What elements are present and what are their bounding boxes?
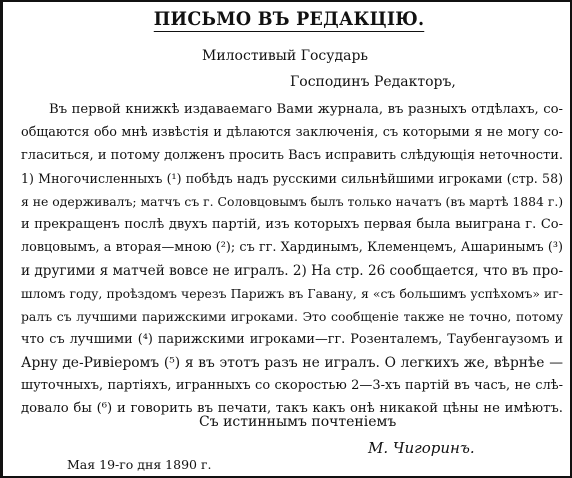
body-line: ралъ съ лучшими парижскими игроками. Это сообщеніе также не точно, потому bbox=[21, 309, 563, 324]
body-line: что съ лучшими (⁴) парижскими игроками—гг. Розенталемъ, Таубенгаузомъ и bbox=[21, 332, 563, 347]
body-line: шломъ году, проѣздомъ черезъ Парижъ въ Гавану, я «съ большимъ успѣхомъ» иг- bbox=[21, 286, 563, 301]
letter-date: Мая 19-го дня 1890 г. bbox=[67, 457, 212, 472]
body-line: шуточныхъ, партіяхъ, игранныхъ со скоростью 2—3-хъ партій въ часъ, не слѣ- bbox=[21, 378, 563, 393]
body-line: Арну де-Ривіеромъ (⁵) я въ этотъ разъ не игралъ. О легкихъ же, вѣрнѣе — bbox=[21, 355, 563, 371]
body-line: довало бы (⁶) и говорить въ печати, такъ какъ онѣ никакой цѣны не имѣютъ. bbox=[21, 401, 563, 416]
body-line: я не одерживалъ; матчъ съ г. Соловцовымъ былъ только начатъ (въ мартѣ 1884 г.) bbox=[21, 194, 564, 209]
closing-phrase: Съ истиннымъ почтеніемъ bbox=[199, 414, 397, 430]
body-line: 1) Многочисленныхъ (¹) побѣдъ надъ русскими сильнѣйшими игроками (стр. 58) bbox=[21, 171, 563, 186]
body-line: ловцовымъ, а вторая—мною (²); съ гг. Хардинымъ, Клеменцемъ, Ашаринымъ (³) bbox=[21, 240, 563, 255]
body-line: гласиться, и потому долженъ просить Васъ исправить слѣдующія неточности. bbox=[21, 148, 563, 163]
letter-title: ПИСЬМО ВЪ РЕДАКЦІЮ. bbox=[153, 8, 425, 30]
body-line: общаются обо мнѣ извѣстія и дѣлаются заключенія, съ которыми я не могу со- bbox=[21, 125, 563, 140]
body-line: и прекращенъ послѣ двухъ партій, изъ которыхъ первая была выиграна г. Со- bbox=[21, 217, 563, 232]
salutation-line-1: Милостивый Государь bbox=[202, 48, 369, 64]
body-line: Въ первой книжкѣ издаваемаго Вами журнала, въ разныхъ отдѣлахъ, со- bbox=[49, 102, 563, 117]
body-line: и другими я матчей вовсе не игралъ. 2) На стр. 26 сообщается, что въ про- bbox=[21, 263, 564, 279]
signature: М. Чигоринъ. bbox=[368, 439, 475, 457]
salutation-line-2: Господинъ Редакторъ, bbox=[290, 74, 456, 90]
